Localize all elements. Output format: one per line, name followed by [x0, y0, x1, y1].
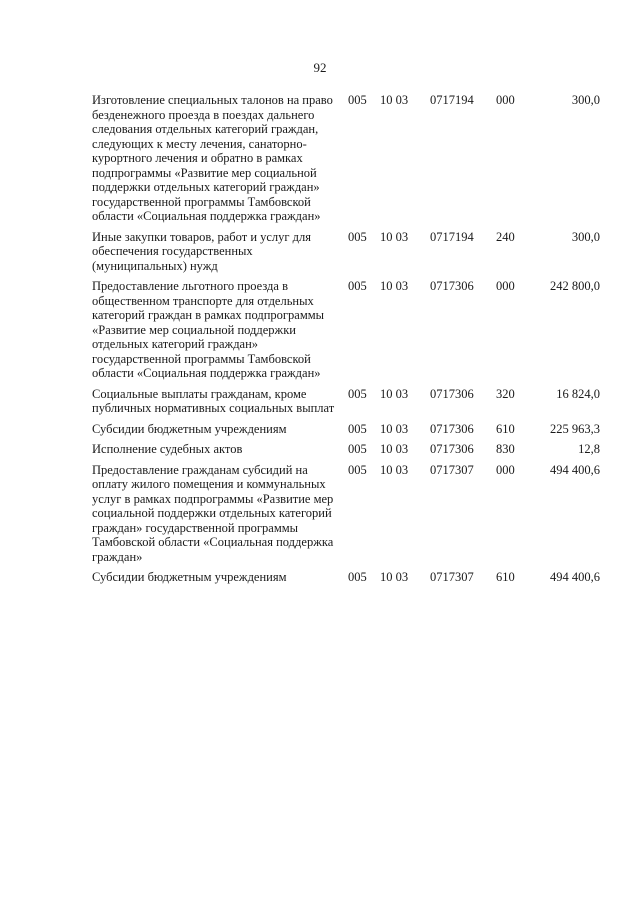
table-row [92, 230, 600, 280]
row-type-code: 830 [496, 442, 515, 456]
row-ministry-code: 005 [348, 421, 367, 436]
row-amount: 16 824,0 [556, 386, 600, 401]
budget-table [92, 93, 600, 591]
row-ministry-code: 005 [348, 229, 367, 244]
table-body [92, 93, 600, 591]
row-section-code: 10 03 [380, 229, 409, 244]
row-name: Субсидии бюджетным учреждениям [92, 570, 287, 584]
row-name: Иные закупки товаров, работ и услуг для обеспечения государственных (муниципальных) нужд [92, 229, 312, 273]
row-amount: 242 800,0 [550, 279, 600, 293]
row-section-code: 10 03 [380, 93, 409, 107]
table-row [92, 463, 600, 571]
row-target-code: 0717306 [430, 421, 474, 436]
table-row [92, 279, 600, 387]
row-target-code: 0717194 [430, 93, 474, 107]
row-ministry-code: 005 [348, 279, 367, 293]
row-target-code: 0717307 [430, 462, 474, 477]
row-section-code: 10 03 [380, 421, 409, 436]
row-type-code: 000 [496, 279, 515, 293]
row-type-code: 240 [496, 229, 515, 244]
row-name: Социальные выплаты гражданам, кроме публичных нормативных социальных выплат [92, 386, 335, 415]
row-section-code: 10 03 [380, 462, 409, 477]
row-target-code: 0717194 [430, 229, 474, 244]
row-name: Субсидии бюджетным учреждениям [92, 421, 287, 436]
row-ministry-code: 005 [348, 442, 367, 456]
table-row [92, 422, 600, 443]
row-type-code: 610 [496, 570, 515, 584]
row-amount: 300,0 [571, 229, 600, 244]
row-type-code: 000 [496, 462, 515, 477]
row-type-code: 320 [496, 386, 515, 401]
row-name: Предоставление льготного проезда в общественном транспорте для отдельных категорий граждан в рамках подпрограммы «Развитие мер социальной поддержки отдельных категорий граждан» государственной программы Тамбовской области «Социальная поддержка граждан» [92, 279, 325, 380]
table-row [92, 442, 600, 463]
row-name: Изготовление специальных талонов на право безденежного проезда в поездах дальнего следования отдельных категорий граждан, следующих к месту лечения, санаторно-курортного лечения и обратно в рамках подпрограммы «Развитие мер социальной поддержки отдельных категорий граждан» государственной программы Тамбовской области «Социальная поддержка граждан» [92, 93, 333, 223]
row-ministry-code: 005 [348, 570, 367, 584]
row-amount: 12,8 [578, 442, 600, 456]
row-ministry-code: 005 [348, 386, 367, 401]
row-type-code: 610 [496, 421, 515, 436]
row-ministry-code: 005 [348, 93, 367, 107]
row-amount: 494 400,6 [550, 570, 600, 584]
row-section-code: 10 03 [380, 570, 409, 584]
row-name: Предоставление гражданам субсидий на оплату жилого помещения и коммунальных услуг в рамках подпрограммы «Развитие мер социальной поддержки отдельных категорий граждан» государственной программы Тамбовской области «Социальная поддержка граждан» [92, 462, 334, 564]
page-number: 92 [313, 60, 327, 75]
row-name: Исполнение судебных актов [92, 442, 243, 456]
row-section-code: 10 03 [380, 279, 409, 293]
row-target-code: 0717306 [430, 386, 474, 401]
row-amount: 494 400,6 [550, 462, 600, 477]
row-section-code: 10 03 [380, 386, 409, 401]
row-target-code: 0717306 [430, 279, 474, 293]
row-type-code: 000 [496, 93, 515, 107]
row-target-code: 0717306 [430, 442, 474, 456]
table-row [92, 570, 600, 591]
table-row [92, 93, 600, 230]
row-target-code: 0717307 [430, 570, 474, 584]
row-section-code: 10 03 [380, 442, 409, 456]
row-ministry-code: 005 [348, 462, 367, 477]
row-amount: 225 963,3 [550, 421, 600, 436]
row-amount: 300,0 [571, 93, 600, 107]
table-row [92, 387, 600, 422]
